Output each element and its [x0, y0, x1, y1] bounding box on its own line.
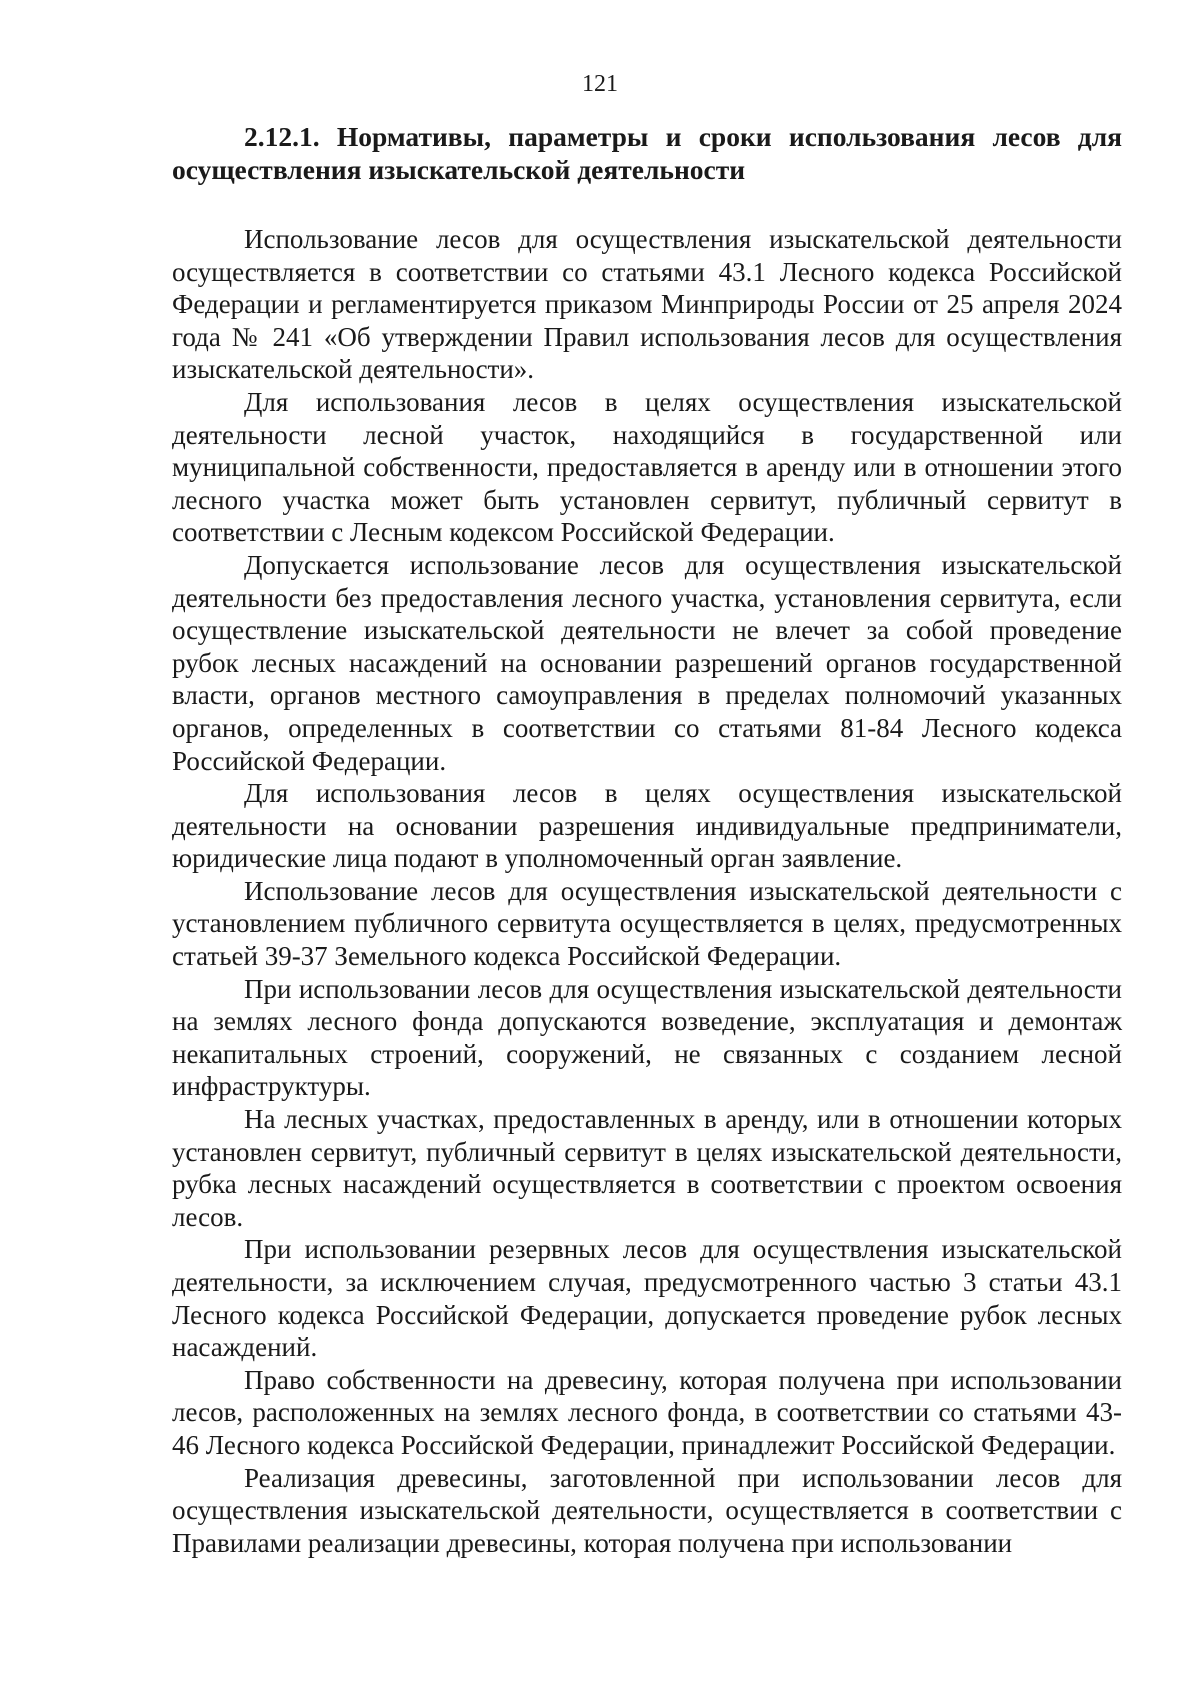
paragraph: Право собственности на древесину, которая получена при использовании лесов, расположенных на землях лесного фонда, в соответствии со статьями 43-46 Лесного кодекса Российской Федерации, принадлежит Российской Федерации.	[172, 1364, 1122, 1460]
paragraph-list	[172, 223, 1122, 1559]
paragraph: При использовании лесов для осуществления изыскательской деятельности на землях лесного фонда допускаются возведение, эксплуатация и демонтаж некапитальных строений, сооружений, не связанных с созданием лесной инфраструктуры.	[172, 973, 1122, 1102]
paragraph: Использование лесов для осуществления изыскательской деятельности с установлением публичного сервитута осуществляется в целях, предусмотренных статьей 39-37 Земельного кодекса Российской Федерации.	[172, 875, 1122, 972]
paragraph: При использовании резервных лесов для осуществления изыскательской деятельности, за исключением случая, предусмотренного частью 3 статьи 43.1 Лесного кодекса Российской Федерации, допускается проведение рубок лесных насаждений.	[172, 1234, 1122, 1363]
paragraph: Использование лесов для осуществления изыскательской деятельности осуществляется в соответствии со статьями 43.1 Лесного кодекса Российской Федерации и регламентируется приказом Минприроды России от 25 апреля 2024 года № 241 «Об утверждении Правил использования лесов для осуществления изыскательской деятельности».	[172, 224, 1122, 385]
page-number: 121	[582, 71, 618, 97]
paragraph: Реализация древесины, заготовленной при использовании лесов для осуществления изыскательской деятельности, осуществляется в соответствии с Правилами реализации древесины, которая получена при использовании	[172, 1462, 1122, 1558]
document-body	[172, 120, 1122, 1559]
paragraph: Для использования лесов в целях осуществления изыскательской деятельности лесной участок, находящийся в государственной или муниципальной собственности, предоставляется в аренду или в отношении этого лесного участка может быть установлен сервитут, публичный сервитут в соответствии с Лесным кодексом Российской Федерации.	[172, 386, 1122, 548]
section-heading: 2.12.1. Нормативы, параметры и сроки использования лесов для осуществления изыскательской деятельности	[172, 121, 1122, 185]
paragraph: На лесных участках, предоставленных в аренду, или в отношении которых установлен сервитут, публичный сервитут в целях изыскательской деятельности, рубка лесных насаждений осуществляется в соответствии с проектом освоения лесов.	[172, 1104, 1122, 1232]
paragraph: Допускается использование лесов для осуществления изыскательской деятельности без предоставления лесного участка, установления сервитута, если осуществление изыскательской деятельности не влечет за собой проведение рубок лесных насаждений на основании разрешений органов государственной власти, органов местного самоуправления в пределах полномочий указанных органов, определенных в соответствии со статьями 81-84 Лесного кодекса Российской Федерации.	[172, 549, 1122, 776]
paragraph: Для использования лесов в целях осуществления изыскательской деятельности на основании разрешения индивидуальные предприниматели, юридические лица подают в уполномоченный орган заявление.	[172, 778, 1122, 874]
